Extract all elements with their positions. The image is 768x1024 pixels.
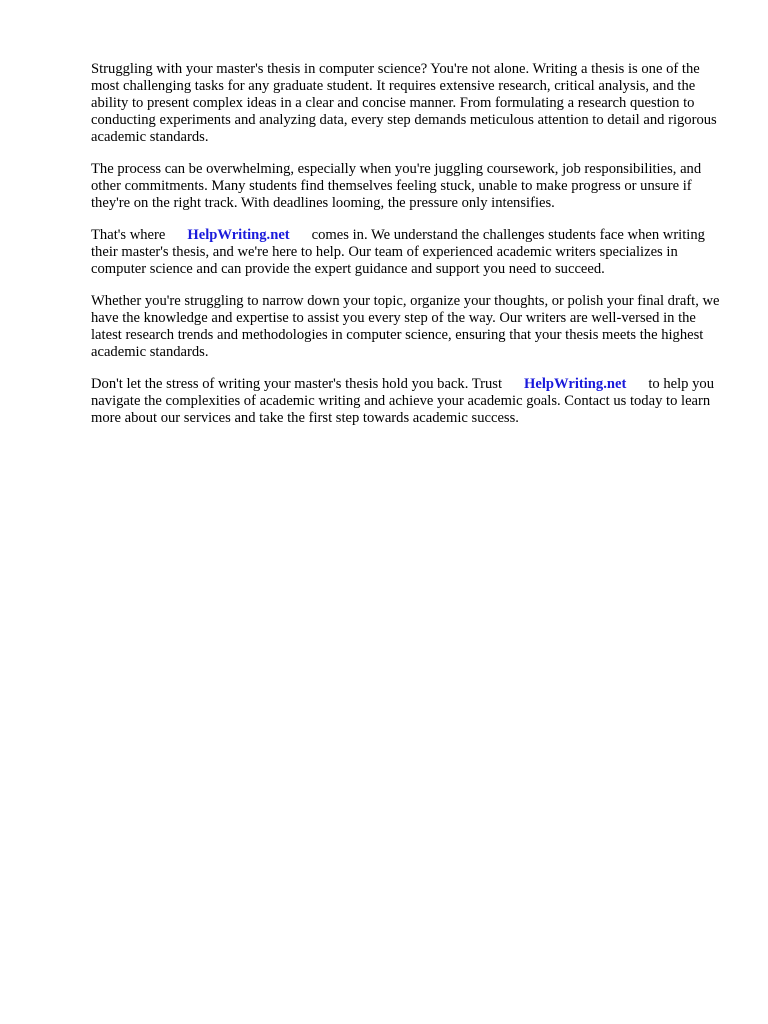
paragraph-closing-lead: Don't let the stress of writing your master's thesis hold you back. Trust [91,376,503,392]
paragraph-service-lead: That's where [91,227,166,243]
helpwriting-link-closing[interactable]: HelpWriting.net [524,376,627,392]
paragraph-intro: Struggling with your master's thesis in computer science? You're not alone. Writing a thesis is one of the most challenging tasks for any graduate student. It requires extensive research, critical analysis, and the ability to present complex ideas in a clear and concise manner. From formulating a research question to conducting experiments and analyzing data, every step demands meticulous attention to detail and rigorous academic standards. [91,61,717,145]
paragraph-process: The process can be overwhelming, especially when you're juggling coursework, job responsibilities, and other commitments. Many students find themselves feeling stuck, unable to make progress or unsure if they're on the right track. With deadlines looming, the pressure only intensifies. [91,161,702,211]
paragraph-closing-rest: to help you navigate the complexities of academic writing and achieve your academic goals. Contact us today to learn more about our services and take the first step towards academic success. [91,376,714,426]
paragraph-closing [91,376,723,427]
paragraph-support: Whether you're struggling to narrow down your topic, organize your thoughts, or polish your final draft, we have the knowledge and expertise to assist you every step of the way. Our writers are well-versed in the latest research trends and methodologies in computer science, ensuring that your thesis meets the highest academic standards. [91,293,720,360]
document-body [91,61,723,442]
paragraph-service [91,227,723,278]
paragraph-service-rest: comes in. We understand the challenges students face when writing their master's thesis, and we're here to help. Our team of experienced academic writers specializes in computer science and can provide the expert guidance and support you need to succeed. [91,227,705,277]
helpwriting-link[interactable]: HelpWriting.net [187,227,290,243]
